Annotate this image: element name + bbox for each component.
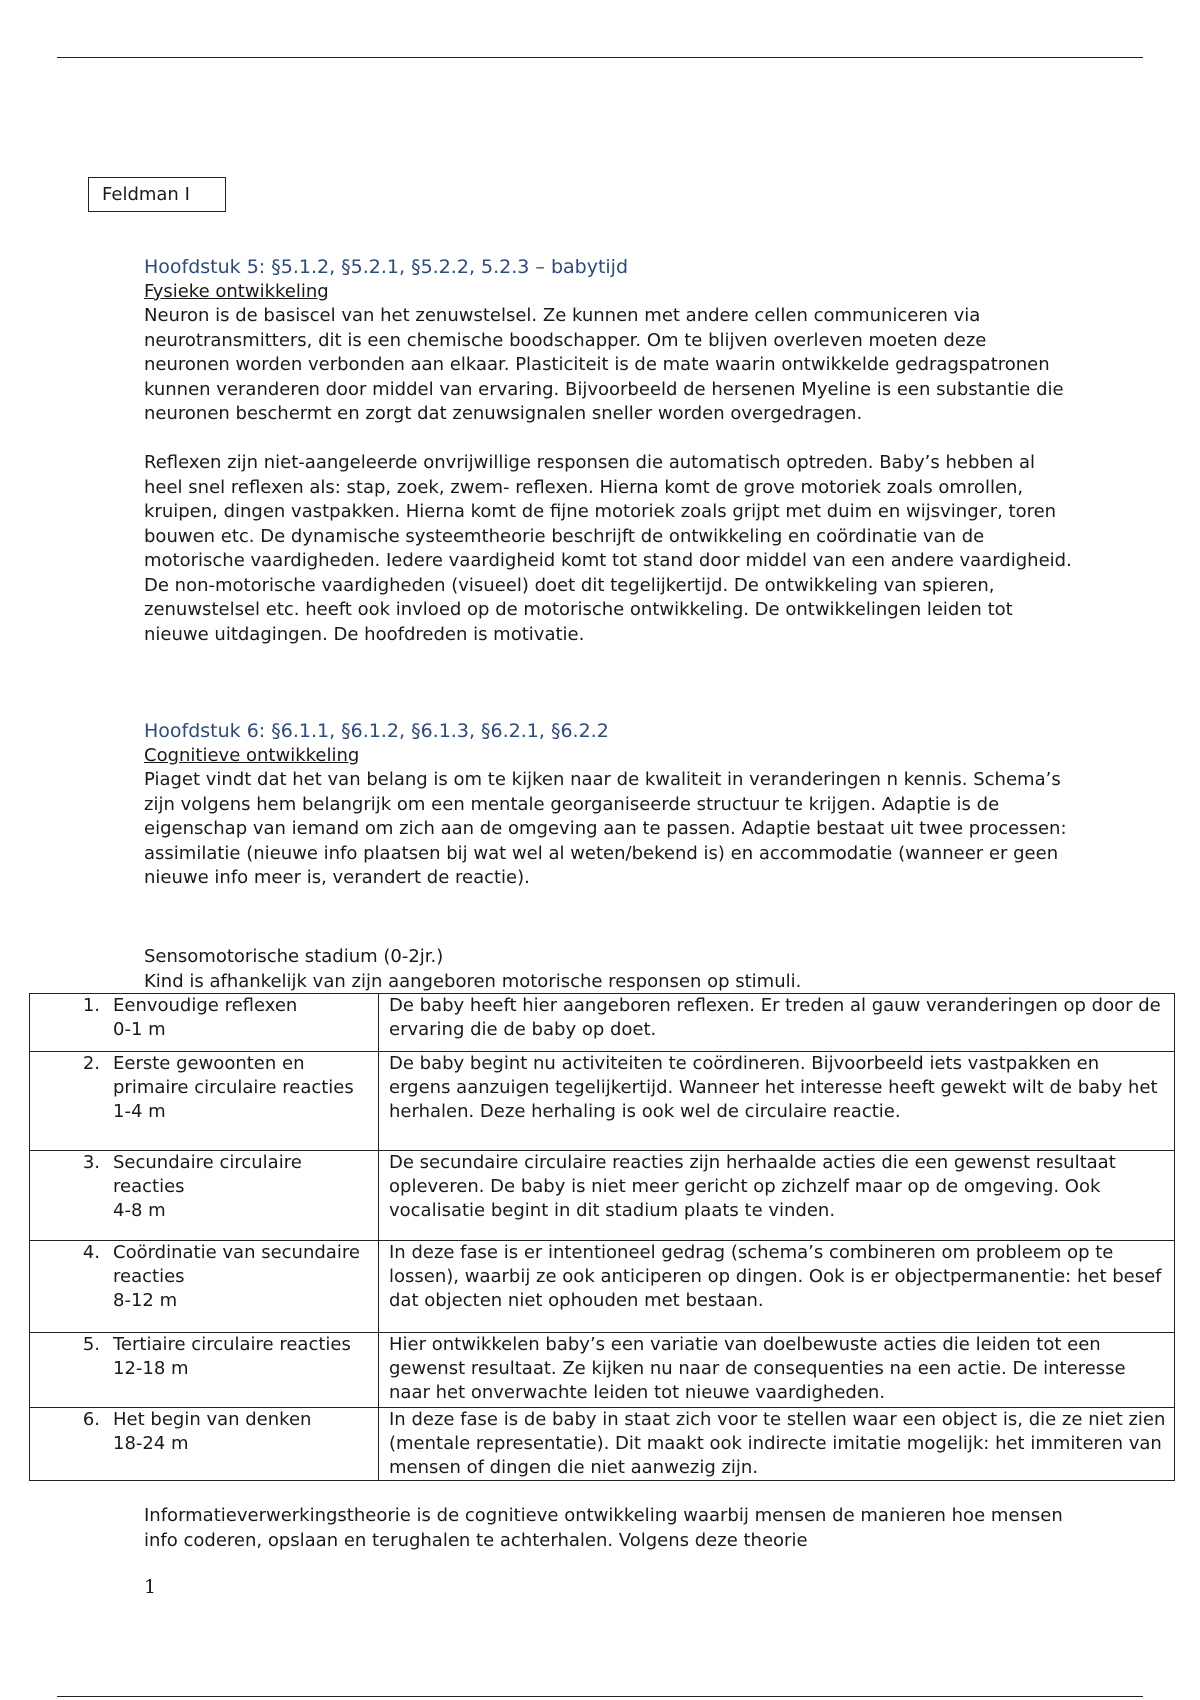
paragraph-information-processing: Informatieverwerkingstheorie is de cognitieve ontwikkeling waarbij mensen de manieren hoe mensen info coderen, opslaan en terughalen te achterhalen. Volgens deze theorie [144, 1505, 1063, 1551]
stage-age: 1-4 m [113, 1101, 166, 1122]
page-number: 1 [144, 1576, 157, 1598]
stage-number: 1. [82, 995, 100, 1016]
spacer [144, 427, 1074, 452]
stage-description: In deze fase is er intentioneel gedrag (schema’s combineren om probleem op te lossen), waarbij ze ook anticiperen op dingen. Ook is er objectpermanentie: het besef dat objecten niet ophouden met bestaan. [379, 1241, 1175, 1333]
bottom-rule [57, 1696, 1143, 1697]
stage-label: Eerste gewoonten en primaire circulaire reacties [113, 1053, 354, 1098]
stage-description: De baby begint nu activiteiten te coördineren. Bijvoorbeeld iets vastpakken en ergens aanzuigen tegelijkertijd. Wanneer het interesse heeft gewekt wilt de baby het herhalen. Deze herhaling is ook wel de circulaire reactie. [379, 1052, 1175, 1151]
sensorimotor-stage-intro [144, 945, 1074, 994]
table-row [30, 1151, 1175, 1241]
stage-age: 8-12 m [113, 1290, 178, 1311]
stage-intro: Kind is afhankelijk van zijn aangeboren motorische responsen op stimuli. [144, 970, 802, 992]
physical-development-subheading: Fysieke ontwikkeling [144, 280, 329, 302]
stage-cell [30, 1333, 379, 1408]
chapter-5-heading: Hoofdstuk 5: §5.1.2, §5.2.1, §5.2.2, 5.2.3 – babytijd [144, 256, 629, 278]
table-row [30, 994, 1175, 1052]
stage-age: 12-18 m [113, 1358, 189, 1379]
chapter-6-heading: Hoofdstuk 6: §6.1.1, §6.1.2, §6.1.3, §6.2.1, §6.2.2 [144, 720, 609, 742]
stage-label: Het begin van denken [113, 1409, 312, 1430]
stage-description: De baby heeft hier aangeboren reflexen. Er treden al gauw veranderingen op door de ervaring die de baby op doet. [379, 994, 1175, 1052]
stage-title: Sensomotorische stadium (0-2jr.) [144, 946, 444, 967]
section-physical-development [144, 255, 1074, 647]
paragraph-neurons: Neuron is de basiscel van het zenuwstelsel. Ze kunnen met andere cellen communiceren via neurotransmitters, dit is een chemische boodschapper. Om te blijven overleven moeten deze neuronen worden verbonden aan elkaar. Plasticiteit is de mate waarin ontwikkelde gedragspatronen kunnen veranderen door middel van ervaring. Bijvoorbeeld de hersenen Myeline is een substantie die neuronen beschermt en zorgt dat zenuwsignalen sneller worden overgedragen. [144, 305, 1064, 424]
stage-label: Eenvoudige reflexen [113, 995, 298, 1016]
stage-description: De secundaire circulaire reacties zijn herhaalde acties die een gewenst resultaat opleveren. De baby is niet meer gericht op zichzelf maar op de omgeving. Ook vocalisatie begint in dit stadium plaats te vinden. [379, 1151, 1175, 1241]
table-row [30, 1241, 1175, 1333]
stage-number: 3. [82, 1152, 100, 1173]
stage-number: 6. [82, 1409, 100, 1430]
cognitive-development-subheading: Cognitieve ontwikkeling [144, 744, 360, 766]
stage-label: Coördinatie van secundaire reacties [113, 1242, 360, 1287]
stage-label: Tertiaire circulaire reacties [113, 1334, 351, 1355]
stage-description: Hier ontwikkelen baby’s een variatie van doelbewuste acties die leiden tot een gewenst resultaat. Ze kijken nu naar de consequenties na een actie. De interesse naar het onverwachte leiden tot nieuwe vaardigheden. [379, 1333, 1175, 1408]
sensorimotor-stages-table [29, 993, 1175, 1481]
stage-age: 0-1 m [113, 1019, 166, 1040]
table-row [30, 1052, 1175, 1151]
stage-label: Secundaire circulaire reacties [113, 1152, 302, 1197]
top-rule [57, 57, 1143, 58]
stage-number: 4. [82, 1242, 100, 1263]
stage-description: In deze fase is de baby in staat zich voor te stellen waar een object is, die ze niet zien (mentale representatie). Dit maakt ook indirecte imitatie mogelijk: het immiteren van mensen of dingen die niet aanwezig zijn. [379, 1408, 1175, 1481]
table-row [30, 1333, 1175, 1408]
stage-cell [30, 1052, 379, 1151]
paragraph-reflexes: Reflexen zijn niet-aangeleerde onvrijwillige responsen die automatisch optreden. Baby’s hebben al heel snel reflexen als: stap, zoek, zwem- reflexen. Hierna komt de grove motoriek zoals omrollen, kruipen, dingen vastpakken. Hierna komt de fijne motoriek zoals grijpt met duim en wijsvinger, toren bouwen etc. De dynamische systeemtheorie beschrijft de ontwikkeling en coördinatie van de motorische vaardigheden. Iedere vaardigheid komt tot stand door middel van een andere vaardigheid. De non-motorische vaardigheden (visueel) doet dit tegelijkertijd. De ontwikkeling van spieren, zenuwstelsel etc. heeft ook invloed op de motorische ontwikkeling. De ontwikkelingen leiden tot nieuwe uitdagingen. De hoofdreden is motivatie. [144, 452, 1072, 645]
stage-cell [30, 1408, 379, 1481]
paragraph-piaget: Piaget vindt dat het van belang is om te kijken naar de kwaliteit in veranderingen n kennis. Schema’s zijn volgens hem belangrijk om een mentale georganiseerde structuur te krijgen. Adaptie is de eigenschap van iemand om zich aan de omgeving aan te passen. Adaptie bestaat uit twee processen: assimilatie (nieuwe info plaatsen bij wat wel al weten/bekend is) en accommodatie (wanneer er geen nieuwe info meer is, verandert de reactie). [144, 769, 1067, 888]
closing-paragraph-wrapper [144, 1504, 1074, 1553]
section-cognitive-development [144, 719, 1074, 891]
stage-age: 18-24 m [113, 1433, 189, 1454]
table-row [30, 1408, 1175, 1481]
document-title-box: Feldman I [88, 177, 226, 212]
stage-cell [30, 994, 379, 1052]
stage-cell [30, 1241, 379, 1333]
stage-age: 4-8 m [113, 1200, 166, 1221]
stage-cell [30, 1151, 379, 1241]
stage-number: 5. [82, 1334, 100, 1355]
stage-number: 2. [82, 1053, 100, 1074]
